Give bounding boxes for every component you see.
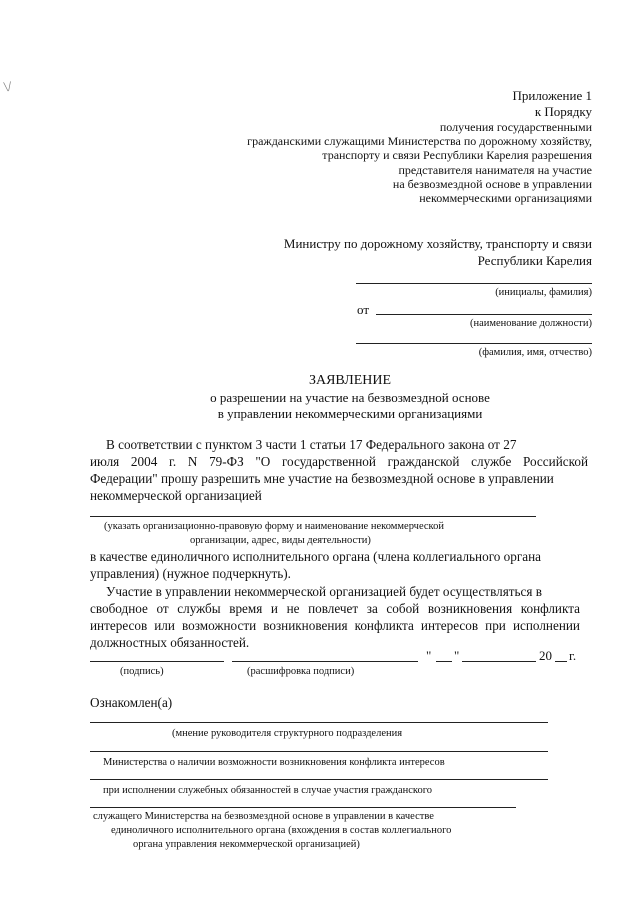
p1-line-4: некоммерческой организацией — [90, 488, 262, 503]
margin-mark: \/ — [2, 79, 13, 96]
document-title: ЗАЯВЛЕНИЕ — [308, 373, 392, 388]
from-label: от — [357, 302, 370, 317]
title-sub-2: в управлении некоммерческими организациями — [217, 406, 483, 421]
p1-line-1: В соответствии с пунктом 3 части 1 статьи 17 Федерального закона от 27 — [106, 437, 517, 452]
date-year: 20 — [539, 648, 552, 663]
addressee-line-2: Республики Карелия — [477, 253, 592, 268]
appendix-line-2: к Порядку — [534, 104, 592, 119]
appendix-line-4: гражданскими служащими Министерства по дорожному хозяйству, — [247, 134, 592, 148]
org-caption-2: организации, адрес, виды деятельности) — [190, 535, 371, 546]
p3-line-4: должностных обязанностей. — [90, 635, 250, 650]
opinion-text-1: (мнение руководителя структурного подразделения — [172, 728, 403, 739]
opinion-line-3 — [90, 779, 548, 780]
org-line — [90, 516, 536, 517]
opinion-text-3: при исполнении служебных обязанностей в случае участия гражданского — [103, 785, 433, 796]
date-year-suffix: г. — [569, 648, 577, 663]
decode-caption: (расшифровка подписи) — [247, 666, 355, 677]
opinion-line-4 — [90, 807, 516, 808]
acknowledged-label: Ознакомлен(а) — [90, 695, 173, 710]
p1-line-3: Федерации" прошу разрешить мне участие на безвозмездной основе в управлении — [90, 471, 554, 486]
opinion-line-2 — [90, 751, 548, 752]
date-month-line — [462, 661, 536, 662]
sign-caption: (подпись) — [120, 666, 164, 677]
initials-caption: (инициалы, фамилия) — [495, 287, 592, 298]
p2-line-1: в качестве единоличного исполнительного органа (члена коллегиального органа — [90, 549, 542, 564]
p2-line-2: управления) (нужное подчеркнуть). — [90, 566, 291, 581]
appendix-line-6: представителя нанимателя на участие — [398, 163, 592, 177]
date-quote-close: " — [454, 648, 460, 663]
appendix-line-1: Приложение 1 — [512, 88, 592, 103]
p1-line-2: июля 2004 г. N 79-ФЗ "О государственной гражданской службе Российской — [90, 454, 588, 469]
date-quote-open: " — [426, 648, 432, 663]
p3-line-2: свободное от службы время и не повлечет за собой возникновения конфликта — [90, 601, 580, 616]
opinion-text-4: служащего Министерства на безвозмездной основе в управлении в качестве — [93, 811, 434, 822]
date-year-line — [555, 661, 567, 662]
opinion-text-6: органа управления некоммерческой организацией) — [133, 839, 360, 850]
date-day-line — [436, 661, 452, 662]
org-caption-1: (указать организационно-правовую форму и наименование некоммерческой — [104, 521, 444, 532]
opinion-text-2: Министерства о наличии возможности возникновения конфликта интересов — [103, 757, 445, 768]
title-sub-1: о разрешении на участие на безвозмездной основе — [210, 390, 490, 405]
appendix-line-3: получения государственными — [439, 120, 592, 134]
fio-line — [356, 343, 592, 344]
position-caption: (наименование должности) — [469, 318, 592, 329]
p3-line-1: Участие в управлении некоммерческой организацией будет осуществляться в — [106, 584, 542, 599]
initials-line — [356, 283, 592, 284]
appendix-line-5: транспорту и связи Республики Карелия разрешения — [322, 148, 592, 162]
signature-line — [90, 661, 224, 662]
appendix-line-7: на безвозмездной основе в управлении — [392, 177, 592, 191]
p3-line-3: интересов или возможности возникновения конфликта интересов при исполнении — [90, 618, 580, 633]
addressee-line-1: Министру по дорожному хозяйству, транспорту и связи — [283, 236, 592, 251]
appendix-line-8: некоммерческими организациями — [419, 191, 592, 205]
opinion-text-5: единоличного исполнительного органа (вхождения в состав коллегиального — [111, 825, 452, 836]
fio-caption: (фамилия, имя, отчество) — [478, 347, 592, 358]
decode-line — [232, 661, 418, 662]
position-line — [376, 314, 592, 315]
opinion-line-1 — [90, 722, 548, 723]
